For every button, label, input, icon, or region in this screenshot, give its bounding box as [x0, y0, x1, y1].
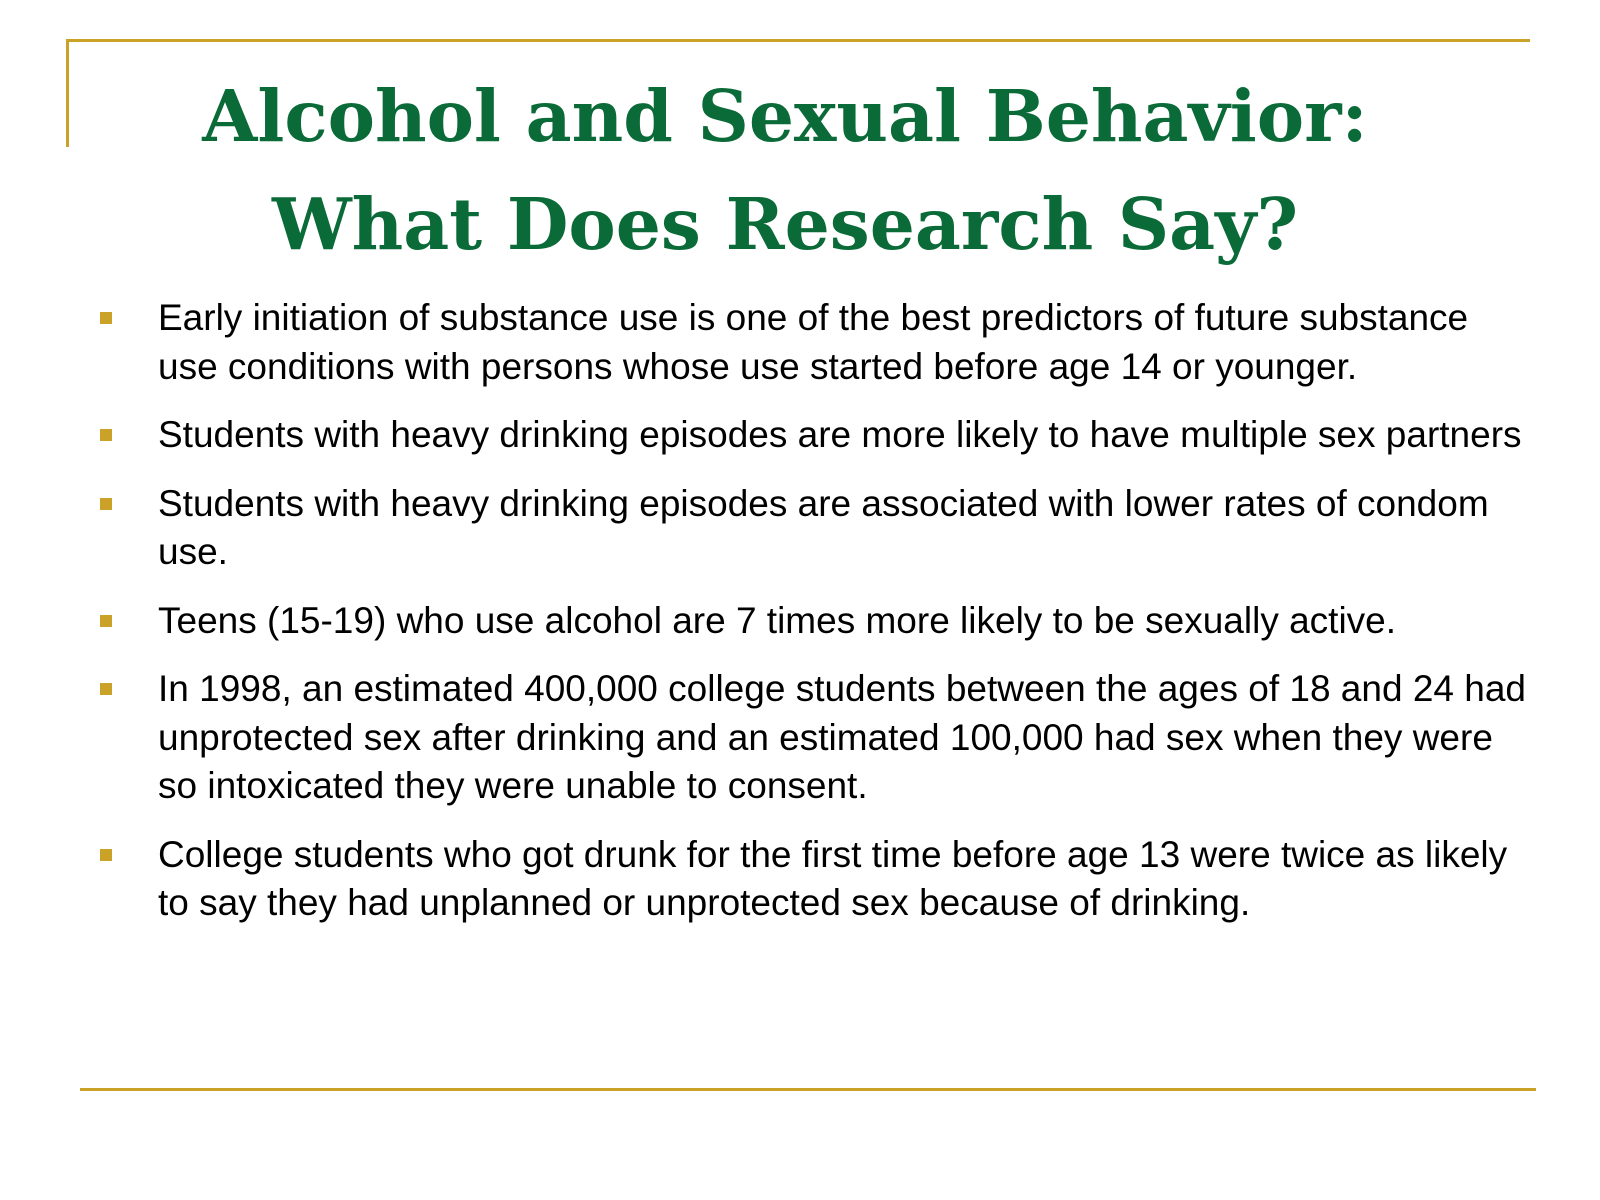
- bottom-divider: [80, 1088, 1536, 1091]
- list-item: [96, 411, 1536, 460]
- bullet-text: In 1998, an estimated 400,000 college students between the ages of 18 and 24 had unprotected sex after drinking and an estimated 100,000 had sex when they were so intoxicated they were unable to consent.: [158, 668, 1526, 806]
- list-item: [96, 665, 1536, 811]
- bullet-text: Students with heavy drinking episodes are associated with lower rates of condom use.: [158, 482, 1489, 572]
- list-item: [96, 597, 1536, 646]
- square-bullet-icon: [100, 498, 112, 510]
- square-bullet-icon: [100, 429, 112, 441]
- list-item: [96, 294, 1536, 391]
- list-item: [96, 831, 1536, 928]
- top-divider: [66, 39, 1530, 42]
- square-bullet-icon: [100, 849, 112, 861]
- square-bullet-icon: [100, 615, 112, 627]
- bullet-list: [96, 294, 1536, 948]
- list-item: [96, 480, 1536, 577]
- bullet-text: Students with heavy drinking episodes are more likely to have multiple sex partners: [158, 414, 1522, 455]
- left-accent-bar: [66, 39, 69, 147]
- bullet-text: College students who got drunk for the first time before age 13 were twice as likely to say they had unplanned or unprotected sex because of drinking.: [158, 833, 1508, 923]
- bullet-text: Early initiation of substance use is one of the best predictors of future substance use conditions with persons whose use started before age 14 or younger.: [158, 297, 1469, 387]
- square-bullet-icon: [100, 683, 112, 695]
- square-bullet-icon: [100, 312, 112, 324]
- slide-title: Alcohol and Sexual Behavior: What Does Research Say?: [202, 74, 1368, 266]
- bullet-text: Teens (15-19) who use alcohol are 7 times more likely to be sexually active.: [158, 599, 1397, 641]
